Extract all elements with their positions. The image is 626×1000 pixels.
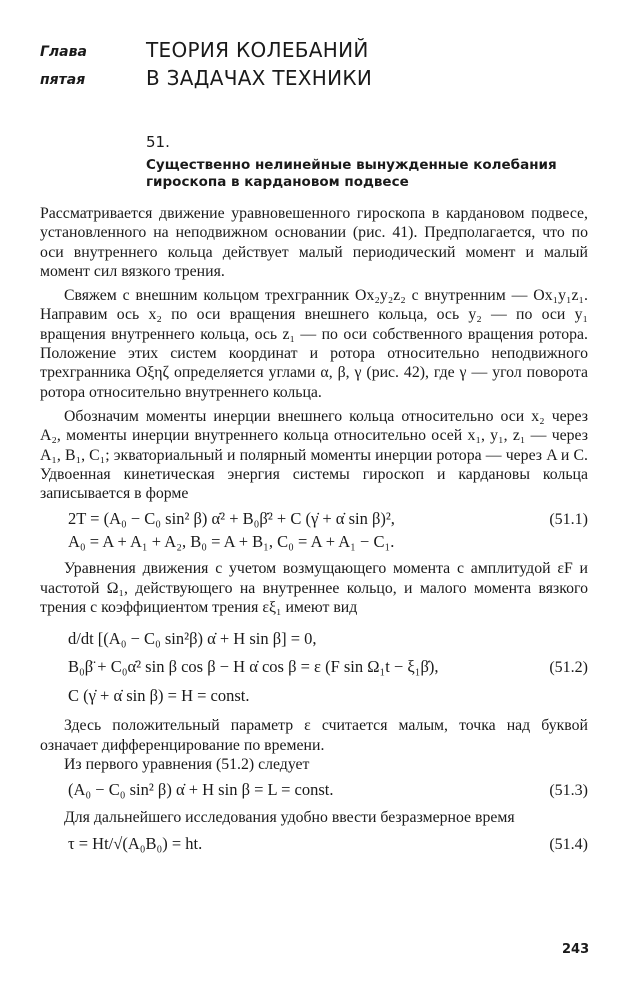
paragraph-dimensionless-time: Для дальнейшего исследования удобно ввести безразмерное время: [64, 809, 515, 827]
chapter-label-line1: Глава: [40, 44, 87, 60]
equation-51-4-number: (51.4): [549, 835, 588, 853]
equation-51-3-expression: (A₀ − C₀ sin² β) α̇ + H sin β = L = const.: [68, 780, 334, 800]
paragraph-epsilon: Здесь положительный параметр ε считается малым, точка над буквой означает дифференцирование по времени.: [40, 717, 588, 754]
equation-51-2-line1: d/dt [(A₀ − C₀ sin²β) α̇ + H sin β] = 0,: [68, 629, 317, 649]
equation-51-3: [40, 779, 588, 802]
page-number: 243: [562, 942, 590, 957]
paragraph-inertia: Обозначим моменты инерции внешнего кольца относительно оси x₂ через A₂, моменты инерции внутреннего кольца относительно осей x₁, y₁, z₁ — через A₁, B₁, C₁; экваториальный и полярный моменты инерции ротора — через A и C. Удвоенная кинетическая энергия системы гироскоп и кардановы кольца записывается в форме: [40, 407, 588, 503]
chapter-label-line2: пятая: [40, 72, 86, 88]
paragraph-motion: Уравнения движения с учетом возмущающего момента с амплитудой εF и частотой Ω₁, действующего на внутреннее кольцо, и малого момента вязкого трения с коэффициентом трения εξ₁ имеют вид: [40, 560, 588, 617]
chapter-title-line2: В ЗАДАЧАХ ТЕХНИКИ: [146, 66, 373, 90]
equation-51-1-number: (51.1): [549, 511, 588, 529]
chapter-title-line1: ТЕОРИЯ КОЛЕБАНИЙ: [146, 38, 369, 62]
section-title: Существенно нелинейные вынужденные колебания гироскопа в кардановом подвесе: [146, 157, 557, 190]
equation-51-4-expression: τ = Ht/√(A₀B₀) = ht.: [68, 833, 203, 853]
chapter-title: [146, 36, 372, 92]
equation-51-1: [40, 508, 588, 553]
paragraph-intro: Рассматривается движение уравновешенного гироскопа в кардановом подвесе, установленного на неподвижном основании (рис. 41). Предполагается, что по оси внутреннего кольца действует малый периодический момент и малый момент сил вязкого трения.: [40, 205, 588, 280]
equation-51-2-number: (51.2): [549, 659, 588, 677]
section-number: 51.: [146, 133, 170, 151]
equation-51-1-line2: A₀ = A + A₁ + A₂, B₀ = A + B₁, C₀ = A + A₁ − C₁.: [68, 532, 395, 552]
equation-51-2-line3: C (γ̇ + α̇ sin β) = H = const.: [68, 686, 250, 706]
chapter-label: [40, 38, 87, 94]
equation-51-3-number: (51.3): [549, 782, 588, 800]
equation-51-2: [40, 625, 588, 710]
paragraph-first-equation: Из первого уравнения (51.2) следует: [64, 755, 310, 773]
paragraph-coordinates: Свяжем с внешним кольцом трехгранник Ox₂y₂z₂ с внутренним — Ox₁y₁z₁. Направим ось x₂ по оси вращения внешнего кольца, ось y₂ — по оси y₁ вращения внутреннего кольца, ось z₁ — по оси собственного вращения ротора. Положение этих систем координат и ротора относительно неподвижного трехгранника Oξηζ определяется углами α, β, γ (рис. 42), где γ — угол поворота ротора относительно внутреннего кольца.: [40, 287, 588, 401]
body-text: [40, 204, 588, 862]
equation-51-1-line1: 2T = (A₀ − C₀ sin² β) α̇² + B₀β̇² + C (γ̇ + α̇ sin β)²,: [68, 509, 395, 529]
equation-51-2-line2: B₀β̈ + C₀α̇² sin β cos β − H α̇ cos β = ε (F sin Ω₁t − ξ₁β̇),: [68, 657, 439, 677]
equation-51-4: [40, 833, 588, 856]
